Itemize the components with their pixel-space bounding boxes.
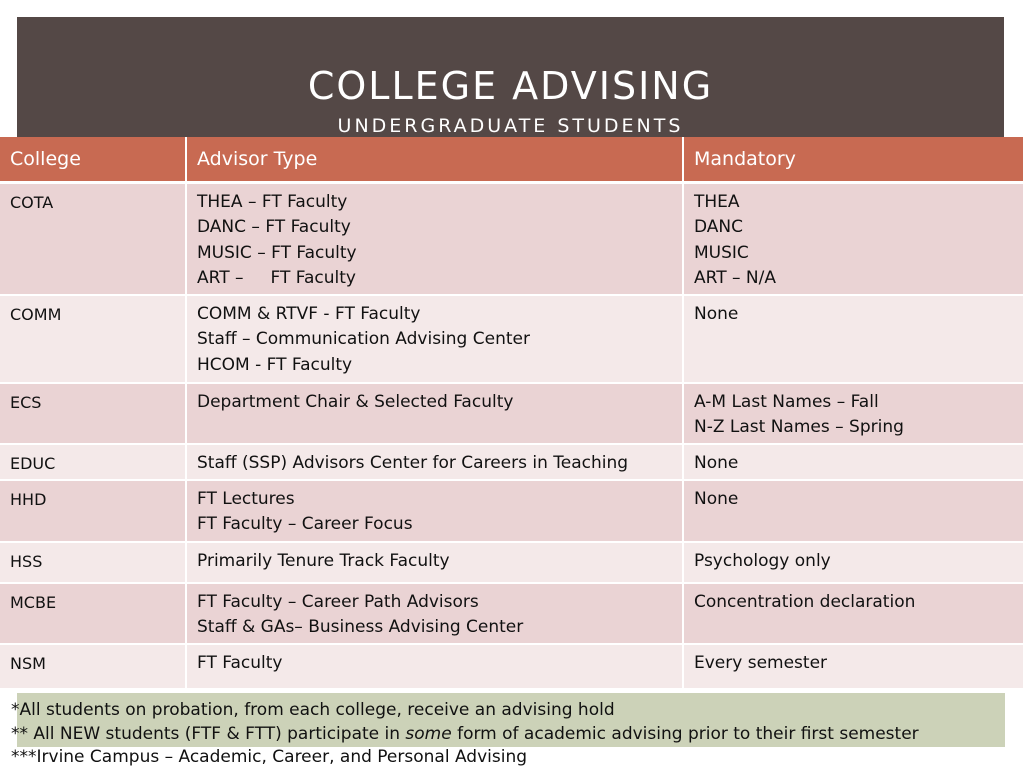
advisor-line: HCOM - FT Faculty	[197, 354, 353, 375]
header-mandatory: Mandatory	[683, 137, 1024, 182]
advisor-type-cell	[186, 542, 683, 583]
table-row	[0, 295, 1024, 383]
advisor-type-cell	[186, 182, 683, 295]
footnote-text: ** All NEW students (FTF & FTT) participate in	[11, 723, 406, 744]
header-college: College	[0, 137, 186, 182]
table-row	[0, 383, 1024, 444]
table-header-row	[0, 137, 1024, 182]
footnote-emphasis: some	[405, 723, 452, 744]
advising-table	[0, 137, 1024, 690]
college-cell: HSS	[0, 542, 186, 583]
mandatory-cell	[683, 383, 1024, 444]
advisor-type-cell	[186, 644, 683, 689]
header-advisor-type: Advisor Type	[186, 137, 683, 182]
table-row	[0, 542, 1024, 583]
advisor-line: Department Chair & Selected Faculty	[197, 391, 514, 412]
mandatory-line: None	[694, 488, 739, 509]
college-cell: NSM	[0, 644, 186, 689]
mandatory-cell	[683, 295, 1024, 383]
advisor-type-cell	[186, 583, 683, 644]
advisor-line: MUSIC – FT Faculty	[197, 242, 357, 263]
mandatory-cell	[683, 182, 1024, 295]
mandatory-line: None	[694, 303, 739, 324]
footnotes	[11, 699, 1011, 770]
college-cell: EDUC	[0, 444, 186, 480]
mandatory-cell	[683, 644, 1024, 689]
mandatory-cell	[683, 444, 1024, 480]
mandatory-line: ART – N/A	[694, 268, 776, 288]
table-row	[0, 644, 1024, 689]
advisor-line: FT Faculty – Career Path Advisors	[197, 591, 479, 612]
mandatory-line: Every semester	[694, 652, 828, 673]
advisor-line: FT Faculty	[197, 652, 283, 673]
footnote-text: form of academic advising prior to their first semester	[451, 723, 919, 744]
mandatory-line: DANC	[694, 217, 744, 237]
advisor-type-cell	[186, 444, 683, 480]
mandatory-cell	[683, 583, 1024, 644]
college-cell: COTA	[0, 182, 186, 295]
mandatory-line: Concentration declaration	[694, 591, 916, 612]
advisor-line: Staff (SSP) Advisors Center for Careers in Teaching	[197, 452, 629, 473]
table-row	[0, 480, 1024, 542]
footnote-irvine: ***Irvine Campus – Academic, Career, and Personal Advising	[11, 747, 528, 767]
slide-title: COLLEGE ADVISING	[307, 64, 714, 108]
college-cell: MCBE	[0, 583, 186, 644]
mandatory-line: Psychology only	[694, 550, 831, 571]
advisor-line: COMM & RTVF - FT Faculty	[197, 303, 421, 324]
table-row	[0, 444, 1024, 480]
advisor-type-cell	[186, 383, 683, 444]
advisor-line: ART – FT Faculty	[197, 268, 356, 288]
mandatory-line: N-Z Last Names – Spring	[694, 417, 904, 437]
mandatory-cell	[683, 480, 1024, 542]
advisor-type-cell	[186, 480, 683, 542]
advisor-line: Primarily Tenure Track Faculty	[197, 550, 450, 571]
advisor-line: Staff & GAs– Business Advising Center	[197, 617, 524, 637]
mandatory-line: None	[694, 452, 739, 473]
mandatory-line: A-M Last Names – Fall	[694, 391, 879, 412]
advisor-line: FT Lectures	[197, 488, 295, 509]
mandatory-line: MUSIC	[694, 242, 749, 263]
advisor-line: THEA – FT Faculty	[197, 191, 348, 212]
footnote-probation: *All students on probation, from each college, receive an advising hold	[11, 700, 615, 720]
table-row	[0, 583, 1024, 644]
advisor-line: FT Faculty – Career Focus	[197, 514, 413, 534]
title-banner	[17, 17, 1004, 137]
college-cell: ECS	[0, 383, 186, 444]
footnote-new-students	[11, 723, 1011, 747]
advisor-type-cell	[186, 295, 683, 383]
advisor-line: Staff – Communication Advising Center	[197, 329, 530, 349]
slide-subtitle: UNDERGRADUATE STUDENTS	[337, 115, 684, 137]
college-cell: COMM	[0, 295, 186, 383]
advisor-line: DANC – FT Faculty	[197, 217, 351, 237]
mandatory-cell	[683, 542, 1024, 583]
mandatory-line: THEA	[694, 191, 740, 212]
college-cell: HHD	[0, 480, 186, 542]
table-row	[0, 182, 1024, 295]
